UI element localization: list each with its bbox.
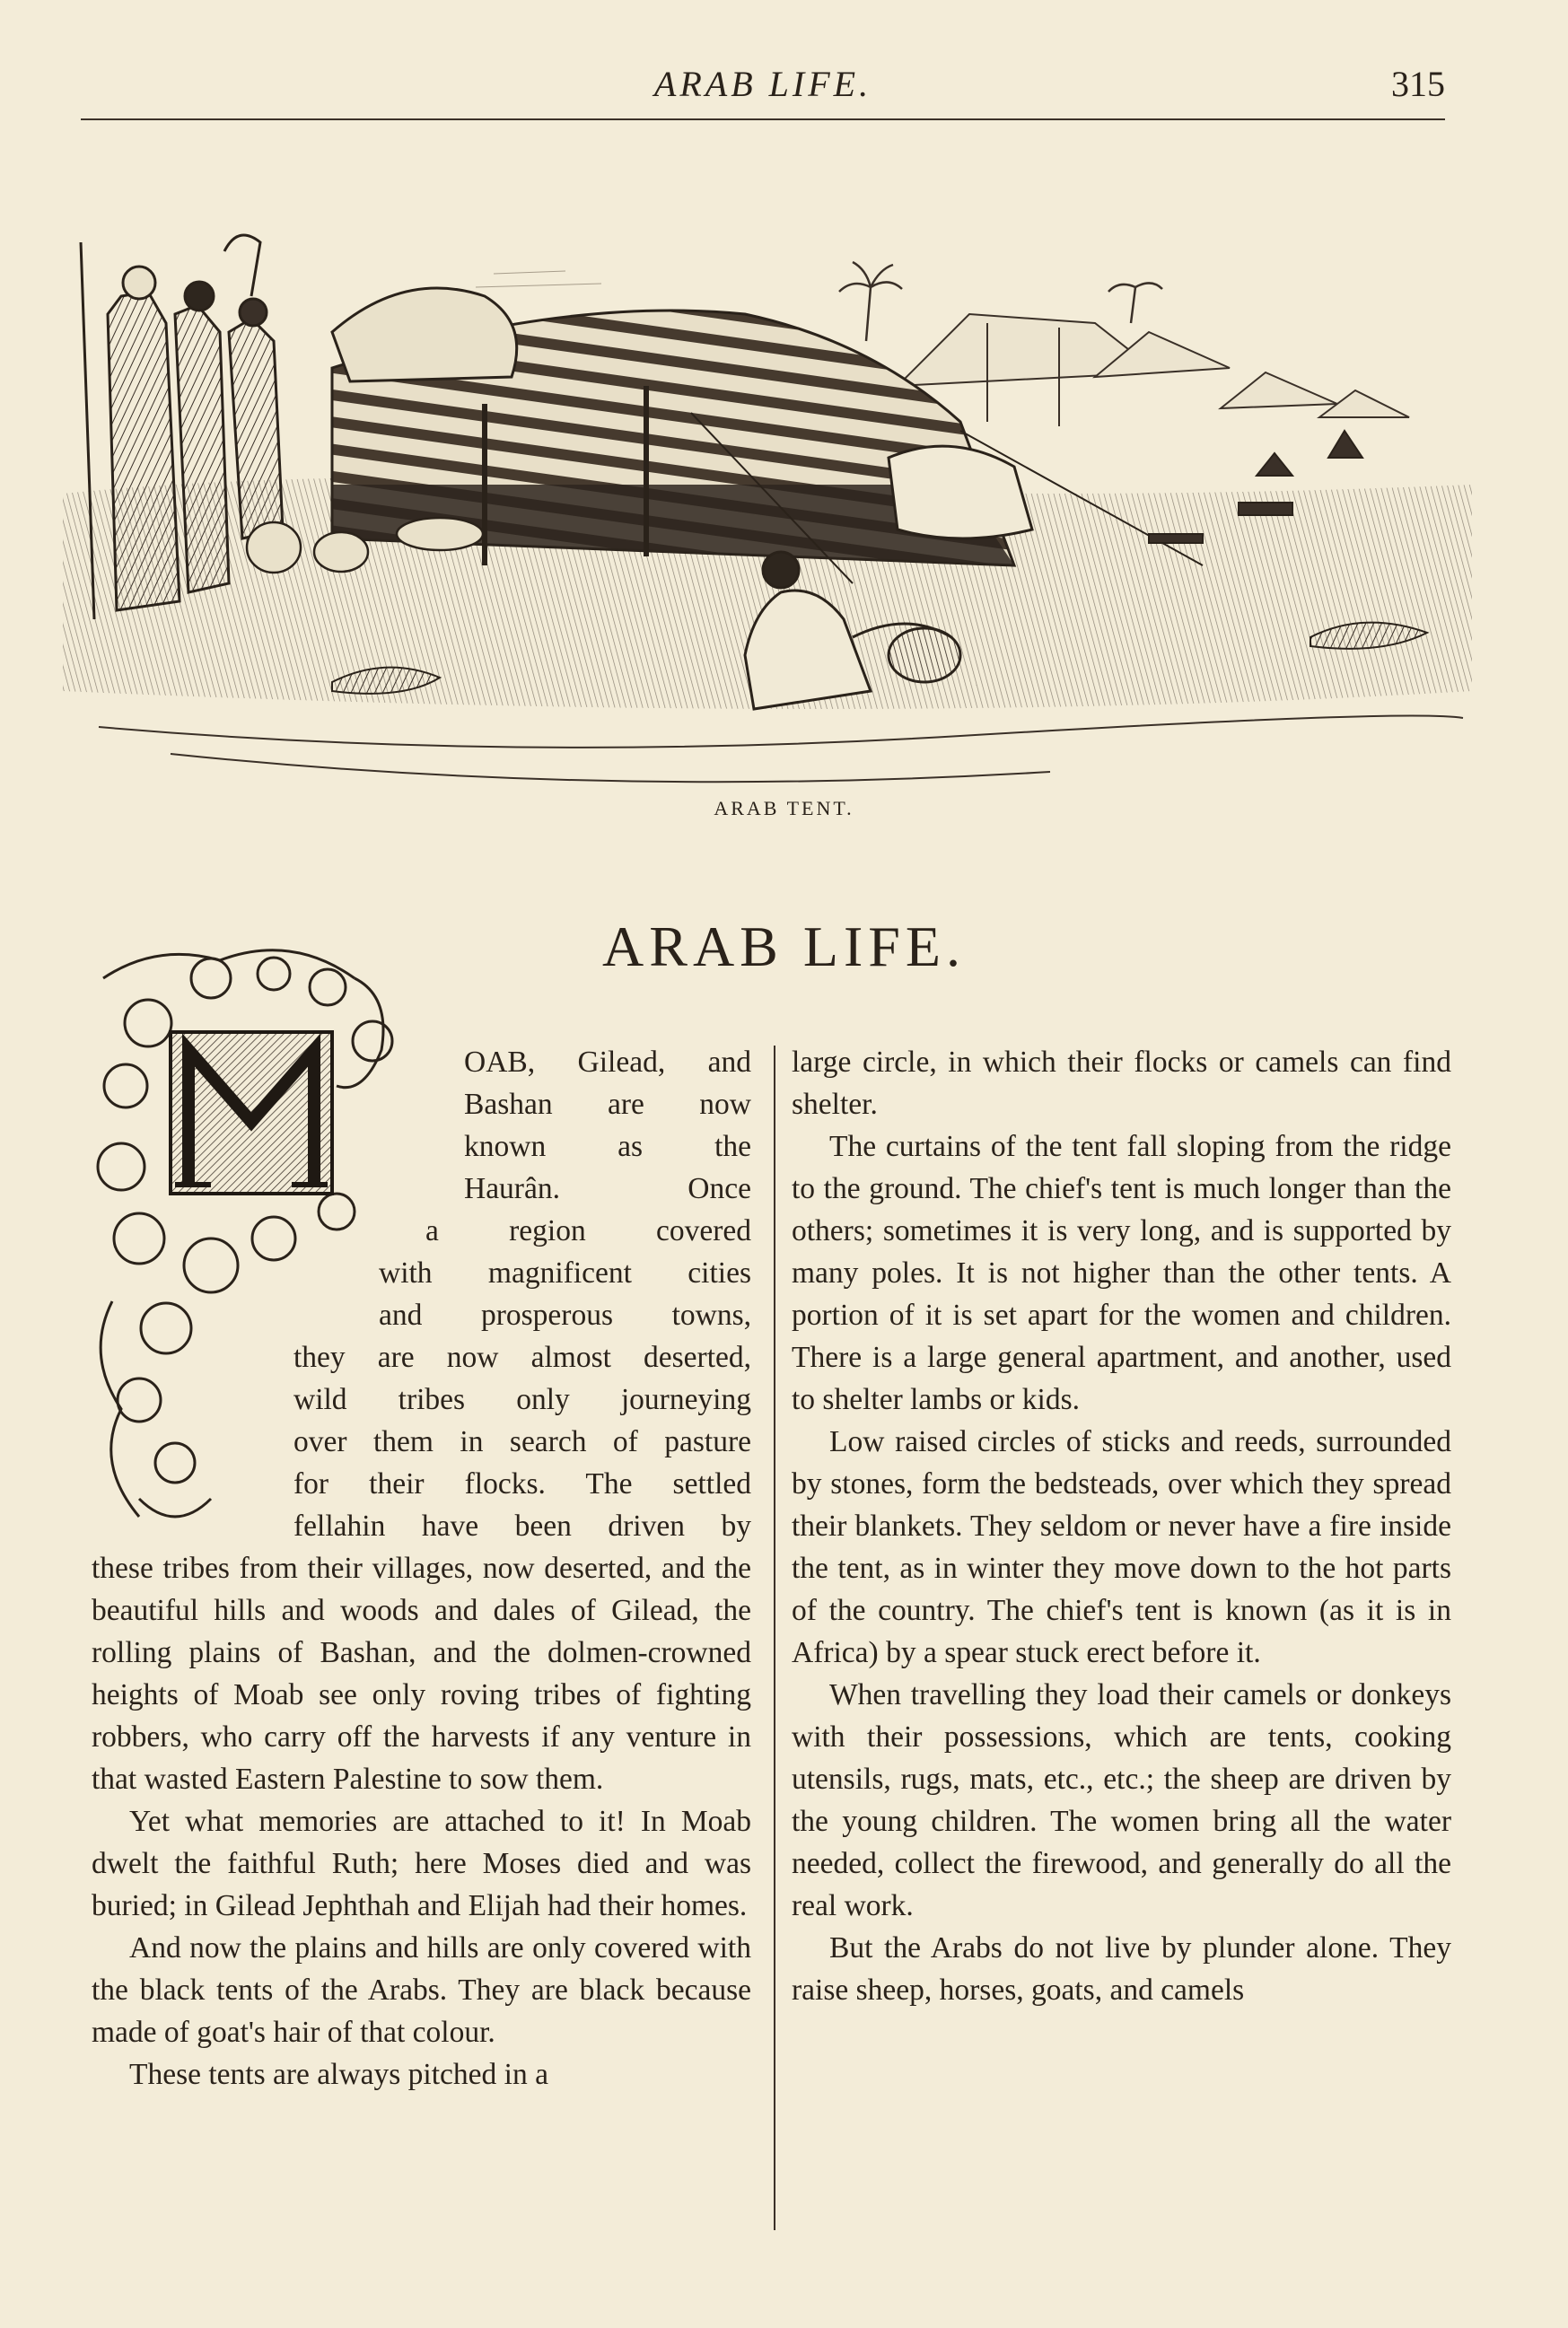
right-column [792, 1041, 1451, 2011]
dropcap-line-9: wild tribes only journeying [293, 1383, 751, 1416]
paragraph-3: And now the plains and hills are only covered with the black tents of the Arabs. They are black because made of goat's hair of that colour. [92, 1931, 751, 2049]
paragraph-2: Yet what memories are attached to it! In Moab dwelt the faithful Ruth; here Moses died and was buried; in Gilead Jephthah and Elijah had their homes. [92, 1805, 751, 1922]
chapter-title: ARAB LIFE. [602, 915, 966, 978]
dropcap-line-12: fellahin have been driven by [293, 1510, 751, 1543]
running-title: ARAB LIFE. [653, 64, 872, 104]
column-rule [774, 1046, 775, 2230]
running-head [81, 56, 1445, 120]
paragraph-5: The curtains of the tent fall sloping from the ridge to the ground. The chief's tent is much longer than the others; sometimes it is very long, and is supported by many poles. It is not higher than the other tents. A portion of it is set apart for the women and children. There is a large general apartment, and another, used to shelter lambs or kids. [792, 1130, 1451, 1416]
figure-caption: ARAB TENT. [714, 797, 854, 819]
dropcap-line-8: they are now almost deserted, [293, 1341, 751, 1374]
paragraph-1-rest: these tribes from their villages, now deserted, and the beautiful hills and woods and dales of Gilead, the rolling plains of Bashan, and the dolmen-crowned heights of Moab see only roving tribes of fighting robbers, who carry off the harvests if any venture in that wasted Eastern Palestine to sow them. [92, 1552, 751, 1796]
dropcap-line-7: and prosperous towns, [379, 1299, 751, 1332]
dropcap-line-4: Haurân. Once [464, 1172, 751, 1205]
dropcap-line-1: OAB, Gilead, and [464, 1046, 751, 1079]
dropcap-line-2: Bashan are now [464, 1088, 751, 1121]
arab-tent-engraving [63, 188, 1472, 799]
paragraph-1 [92, 1041, 751, 1800]
dropcap-line-6: with magnificent cities [379, 1256, 751, 1290]
paragraph-4: These tents are always pitched in a [129, 2058, 548, 2091]
left-column [92, 1041, 751, 2096]
dropcap-line-5: a region covered [425, 1214, 751, 1247]
paragraph-4-continued: large circle, in which their flocks or camels can find shelter. [792, 1046, 1451, 1121]
dropcap-line-3: known as the [464, 1130, 751, 1163]
dropcap-line-10: over them in search of pasture [293, 1425, 751, 1458]
page-number: 315 [1391, 64, 1445, 104]
dropcap-line-11: for their flocks. The settled [293, 1467, 751, 1501]
paragraph-7: When travelling they load their camels or donkeys with their possessions, which are tents, cooking utensils, rugs, mats, etc., etc.; the sheep are driven by the young children. The women bring all the water needed, collect the firewood, and generally do all the real work. [792, 1678, 1451, 1922]
paragraph-6: Low raised circles of sticks and reeds, surrounded by stones, form the bedsteads, over which they spread their blankets. They seldom or never have a fire inside the tent, as in winter they move down to the hot parts of the country. The chief's tent is known (as it is in Africa) by a spear stuck erect before it. [792, 1425, 1451, 1669]
paragraph-8: But the Arabs do not live by plunder alone. They raise sheep, horses, goats, and camels [792, 1931, 1451, 2007]
